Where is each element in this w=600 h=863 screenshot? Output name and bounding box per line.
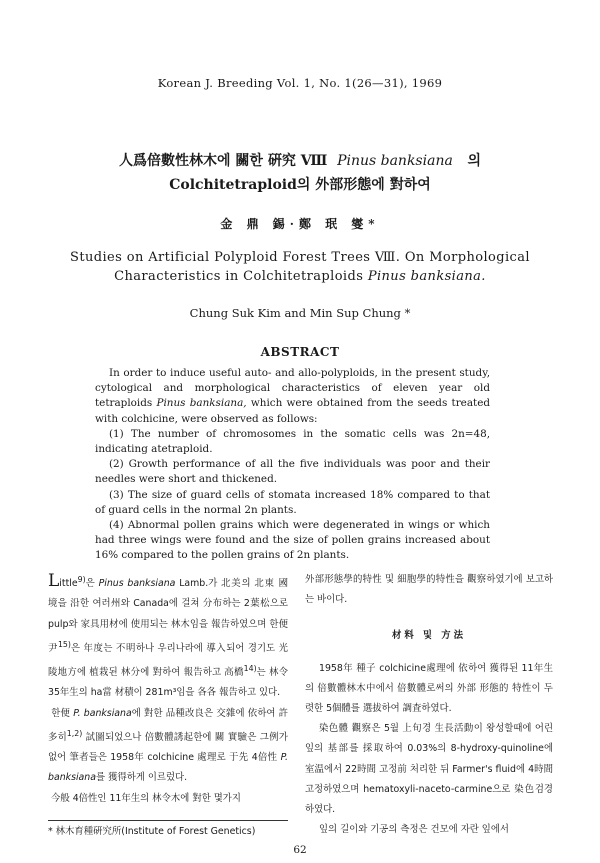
page-number: 62 (293, 844, 307, 856)
left-column (48, 570, 288, 809)
korean-authors: 金 鼎 錫·鄭 珉 燮* (220, 217, 380, 231)
footnote-divider (48, 820, 288, 821)
right-column (305, 570, 553, 840)
left-text: Lamb.가 北美의 北東 國境을 沿한 여러州와 Canada에 걸쳐 分布하는 2葉松으로 pulp와 家具用材에 使用되는 林木임을 報告하였으며 한便 尹 (48, 578, 288, 654)
citation: 15) (57, 639, 71, 649)
left-text: 今般 4倍性인 11年生의 林令木에 對한 몇가지 (50, 792, 241, 804)
english-title-text: Characteristics in Colchitetraploids (114, 269, 364, 284)
abstract-intro-species: Pinus banksiana, (156, 397, 247, 410)
left-paragraph-3 (48, 789, 288, 809)
drop-letter: L (48, 571, 60, 592)
abstract-intro (95, 366, 490, 427)
left-text: 에 對한 品種改良은 交雜에 依하여 許多히 (48, 707, 288, 743)
english-title-line-1: Studies on Artificial Polyploid Forest Trees Ⅷ. On Morphological (70, 250, 530, 265)
right-paragraph-1: 外部形態學的特性 및 細胞學的特性을 觀察하였기에 보고하는 바이다. (305, 574, 553, 606)
left-text: 試圖되었으나 倍數體誘起한에 關 實驗은 그例가 없어 筆者들은 1958年 colchicine 處理로 于先 4倍性 (48, 731, 288, 764)
citation: 1,2) (66, 728, 83, 738)
left-text: 은 (85, 578, 99, 590)
right-paragraph-3: 染色體 觀察은 5월 上旬경 生長活動이 왕성할때에 어린잎의 基部를 採取하여 0.03%의 8-hydroxy-quinoline에 室温에서 22時間 고정前 처리한 뒤 Farmer's fluid에 4時間 고정하였으며 hematoxyli-naceto-carmine으로 染色검경하였다. (305, 723, 553, 816)
right-paragraph-2: 1958年 種子 colchicine處理에 依하여 獲得된 11年生의 倍數體林木中에서 倍數體로써의 外部 形態的 特性이 두렷한 5個體를 選拔하여 調査하였다. (305, 662, 553, 715)
section-heading-materials-methods: 材料 및 方法 (391, 630, 467, 642)
left-text: 는 林令 35年生의 ha當 材積이 281m³임을 各各 報告하고 있다. (48, 667, 288, 699)
footnote: * 林木育種硏究所(Institute of Forest Genetics) (48, 826, 256, 837)
left-text: 를 獲得하게 이르렀다. (96, 772, 188, 784)
journal-header: Korean J. Breeding Vol. 1, No. 1(26—31), 1969 (157, 76, 443, 90)
english-authors: Chung Suk Kim and Min Sup Chung * (189, 306, 411, 320)
korean-title-particle: 의 (467, 153, 481, 169)
left-text: 은 年度는 不明하나 우리나라에 導入되어 경기도 光陵地方에 植栽된 林分에 對하여 報告하고 高橋 (48, 642, 288, 679)
left-text: ittle (59, 578, 78, 590)
abstract-item: (4) Abnormal pollen grains which were degenerated in wings or which had three wings were found and the size of pollen grains increased about 16% compared to the pollen grains of 2n plants. (95, 519, 490, 562)
citation: 9) (77, 575, 86, 584)
abstract-item: (2) Growth performance of all the five individuals was poor and their needles were short and thickened. (95, 458, 490, 486)
korean-title-line-1 (0, 150, 600, 170)
abstract-intro-text-b: which were obtained from the seeds treated with colchicine, were observed as follows: (95, 397, 490, 425)
korean-title-line-2: Colchitetraploid의 外部形態에 對하여 (169, 177, 431, 193)
citation: 14) (243, 664, 257, 674)
species-name: Pinus banksiana (98, 578, 176, 590)
english-title-species: Pinus banksiana. (367, 269, 486, 284)
species-name: P. banksiana (73, 707, 132, 719)
left-paragraph-2 (48, 704, 288, 789)
abstract-heading: ABSTRACT (260, 345, 340, 359)
abstract-body (95, 366, 490, 564)
korean-title-text: 人爲倍數性林木에 關한 硏究 Ⅷ (119, 153, 328, 169)
abstract-intro-text-a: In order to induce useful auto- and allo-polyploids, in the present study, cytological and morphological characteristics of eleven year old tetraploids (95, 367, 490, 410)
abstract-item: (3) The size of guard cells of stomata increased 18% compared to that of guard cells in the normal 2n plants. (95, 488, 490, 516)
species-name: P. banksiana (48, 752, 288, 784)
left-text: 한便 (51, 707, 74, 719)
right-paragraph-4: 잎의 길이와 기공의 측정은 건모에 자란 잎에서 (319, 824, 509, 836)
left-paragraph-1 (48, 570, 288, 704)
korean-title-species: Pinus banksiana (337, 153, 453, 169)
english-title-line-2 (0, 269, 600, 284)
abstract-item: (1) The number of chromosomes in the somatic cells was 2n=48, indicating atetraploid. (95, 427, 490, 456)
